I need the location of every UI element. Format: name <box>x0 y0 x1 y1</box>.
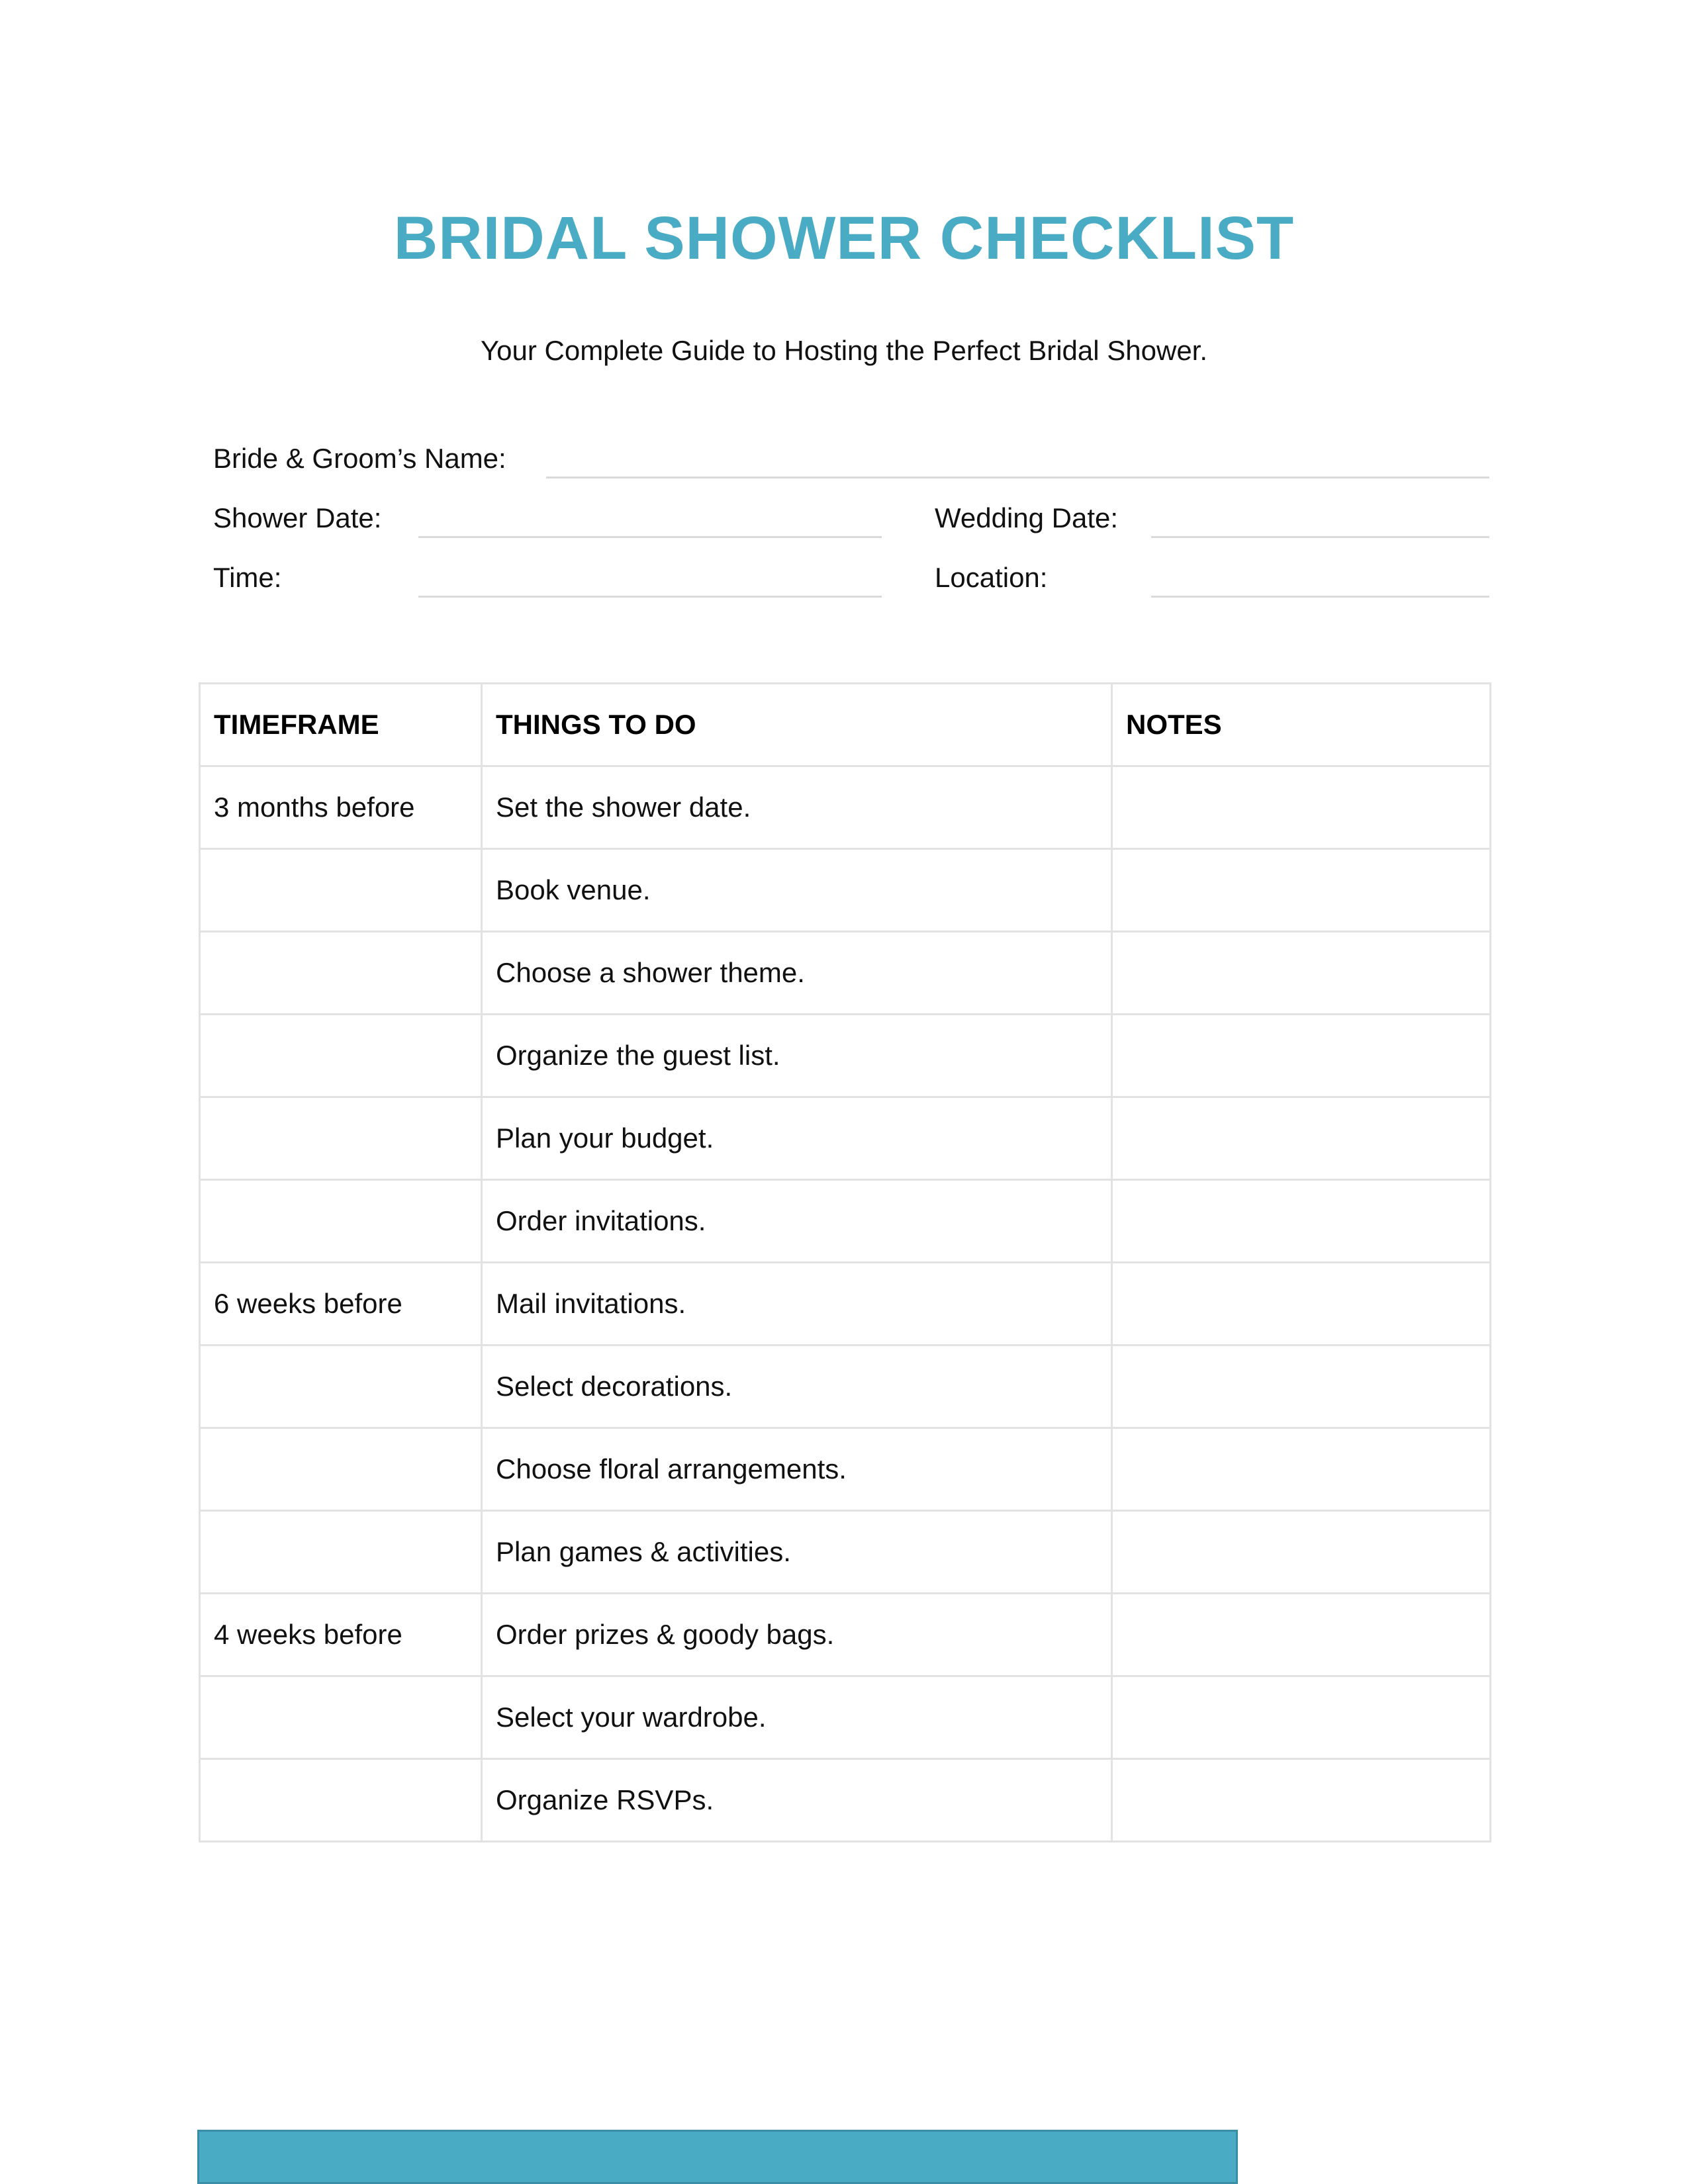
location-label: Location: <box>935 562 1048 593</box>
task-cell: Organize the guest list. <box>482 1015 1112 1097</box>
table-row <box>200 1511 1491 1594</box>
notes-cell[interactable] <box>1112 1263 1491 1345</box>
timeframe-cell <box>200 932 482 1015</box>
time-field[interactable] <box>418 596 882 598</box>
task-cell: Order invitations. <box>482 1180 1112 1263</box>
location-field[interactable] <box>1151 596 1489 598</box>
notes-cell[interactable] <box>1112 1428 1491 1511</box>
shower-date-label: Shower Date: <box>213 502 382 533</box>
notes-cell[interactable] <box>1112 1511 1491 1594</box>
timeframe-cell <box>200 1676 482 1759</box>
time-label: Time: <box>213 562 282 593</box>
notes-cell[interactable] <box>1112 932 1491 1015</box>
timeframe-cell <box>200 1759 482 1842</box>
notes-cell[interactable] <box>1112 1594 1491 1676</box>
timeframe-cell <box>200 1015 482 1097</box>
table-row <box>200 1676 1491 1759</box>
timeframe-cell <box>200 1180 482 1263</box>
footer-accent-bar <box>197 2130 1238 2184</box>
table-row <box>200 1594 1491 1676</box>
table-row <box>200 1759 1491 1842</box>
notes-cell[interactable] <box>1112 766 1491 849</box>
task-cell: Mail invitations. <box>482 1263 1112 1345</box>
timeframe-cell <box>200 1511 482 1594</box>
table-row <box>200 932 1491 1015</box>
timeframe-cell: 3 months before <box>200 766 482 849</box>
names-field[interactable] <box>546 477 1489 478</box>
table-row <box>200 1180 1491 1263</box>
task-cell: Select decorations. <box>482 1345 1112 1428</box>
header-things-to-do: THINGS TO DO <box>482 684 1112 766</box>
wedding-date-field[interactable] <box>1151 536 1489 538</box>
timeframe-cell: 6 weeks before <box>200 1263 482 1345</box>
task-cell: Choose floral arrangements. <box>482 1428 1112 1511</box>
task-cell: Set the shower date. <box>482 766 1112 849</box>
timeframe-cell <box>200 849 482 932</box>
table-row <box>200 849 1491 932</box>
names-label: Bride & Groom’s Name: <box>213 443 506 474</box>
task-cell: Select your wardrobe. <box>482 1676 1112 1759</box>
table-row <box>200 1428 1491 1511</box>
notes-cell[interactable] <box>1112 1015 1491 1097</box>
table-row <box>200 1015 1491 1097</box>
table-row <box>200 1263 1491 1345</box>
shower-date-field[interactable] <box>418 536 882 538</box>
page-title: BRIDAL SHOWER CHECKLIST <box>393 205 1295 272</box>
timeframe-cell <box>200 1097 482 1180</box>
table-header-row <box>200 684 1491 766</box>
wedding-date-label: Wedding Date: <box>935 502 1119 533</box>
task-cell: Choose a shower theme. <box>482 932 1112 1015</box>
header-timeframe: TIMEFRAME <box>200 684 482 766</box>
checklist-table <box>199 682 1491 1843</box>
notes-cell[interactable] <box>1112 1676 1491 1759</box>
notes-cell[interactable] <box>1112 1180 1491 1263</box>
notes-cell[interactable] <box>1112 1345 1491 1428</box>
notes-cell[interactable] <box>1112 1759 1491 1842</box>
task-cell: Plan games & activities. <box>482 1511 1112 1594</box>
task-cell: Organize RSVPs. <box>482 1759 1112 1842</box>
task-cell: Book venue. <box>482 849 1112 932</box>
page-subtitle: Your Complete Guide to Hosting the Perfect Bridal Shower. <box>480 335 1208 366</box>
notes-cell[interactable] <box>1112 1097 1491 1180</box>
timeframe-cell <box>200 1345 482 1428</box>
notes-cell[interactable] <box>1112 849 1491 932</box>
timeframe-cell: 4 weeks before <box>200 1594 482 1676</box>
header-notes: NOTES <box>1112 684 1491 766</box>
table-row <box>200 1345 1491 1428</box>
table-row <box>200 1097 1491 1180</box>
timeframe-cell <box>200 1428 482 1511</box>
task-cell: Plan your budget. <box>482 1097 1112 1180</box>
table-row <box>200 766 1491 849</box>
task-cell: Order prizes & goody bags. <box>482 1594 1112 1676</box>
